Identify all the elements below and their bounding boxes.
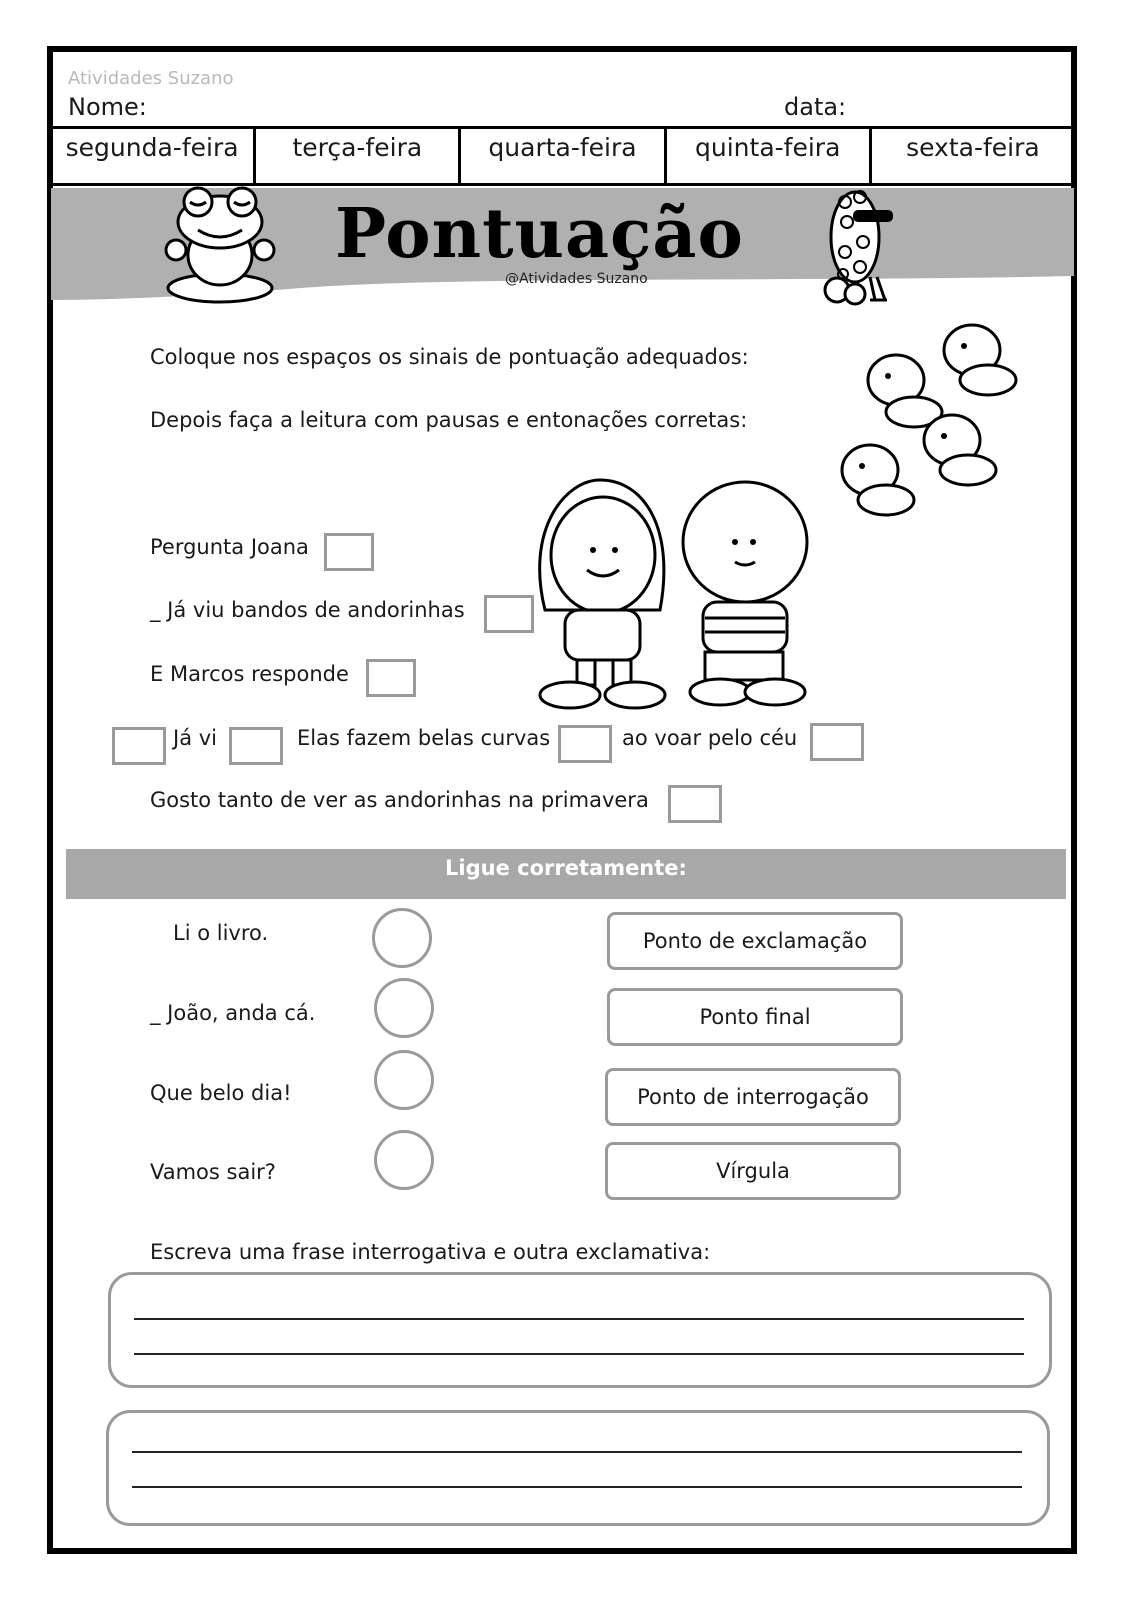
watermark: Atividades Suzano [68, 68, 234, 89]
birds-icon [840, 320, 1050, 540]
weekday-thursday[interactable]: quinta-feira [667, 129, 872, 183]
weekday-monday[interactable]: segunda-feira [51, 129, 256, 183]
page-title: Pontuação [335, 194, 744, 274]
connect-circle-3[interactable] [374, 1050, 434, 1110]
instruction-1: Coloque nos espaços os sinais de pontuação adequados: [150, 345, 749, 369]
answer-box-3[interactable] [366, 659, 416, 697]
ligue-sentence-1: Li o livro. [173, 921, 269, 945]
weekday-friday[interactable]: sexta-feira [906, 133, 1040, 162]
option-comma[interactable]: Vírgula [605, 1142, 901, 1200]
exercise-line-3: E Marcos responde [150, 662, 349, 686]
writing-prompt: Escreva uma frase interrogativa e outra exclamativa: [150, 1240, 711, 1264]
weekday-row [51, 126, 1074, 186]
frog-icon [160, 180, 280, 305]
writing-line-4 [132, 1486, 1022, 1488]
weekday-wednesday[interactable]: quarta-feira [461, 129, 666, 183]
connect-circle-1[interactable] [372, 908, 432, 968]
ligue-sentence-4: Vamos sair? [150, 1160, 276, 1184]
writing-line-1 [134, 1318, 1024, 1320]
exercise-line-4a: Já vi [173, 726, 217, 750]
exercise-line-1: Pergunta Joana [150, 535, 309, 559]
connect-circle-2[interactable] [374, 978, 434, 1038]
ligue-sentence-2: _ João, anda cá. [150, 1001, 316, 1025]
answer-box-8[interactable] [668, 785, 722, 823]
answer-box-6[interactable] [558, 725, 612, 763]
children-icon [525, 470, 835, 715]
option-question[interactable]: Ponto de interrogação [605, 1068, 901, 1126]
writing-line-2 [134, 1353, 1024, 1355]
page-subtitle: @Atividades Suzano [505, 271, 648, 287]
writing-line-3 [132, 1451, 1022, 1453]
instruction-2: Depois faça a leitura com pausas e entonações corretas: [150, 408, 748, 432]
ligue-sentence-3: Que belo dia! [150, 1081, 292, 1105]
exercise-line-4b: Elas fazem belas curvas [297, 726, 551, 750]
date-label: data: [784, 93, 847, 121]
answer-box-5[interactable] [229, 727, 283, 765]
writing-box-1[interactable] [108, 1272, 1052, 1388]
answer-box-2[interactable] [484, 595, 534, 633]
answer-box-7[interactable] [810, 723, 864, 761]
writing-box-2[interactable] [106, 1410, 1050, 1526]
option-period[interactable]: Ponto final [607, 988, 903, 1046]
option-exclamation[interactable]: Ponto de exclamação [607, 912, 903, 970]
monster-icon [815, 182, 910, 307]
answer-box-4[interactable] [112, 727, 166, 765]
weekday-tuesday[interactable]: terça-feira [256, 129, 461, 183]
answer-box-1[interactable] [324, 533, 374, 571]
name-label: Nome: [68, 93, 147, 121]
exercise-line-2: _ Já viu bandos de andorinhas [150, 598, 465, 622]
exercise-line-4c: ao voar pelo céu [622, 726, 798, 750]
connect-circle-4[interactable] [374, 1130, 434, 1190]
ligue-heading: Ligue corretamente: [445, 856, 687, 880]
exercise-line-5: Gosto tanto de ver as andorinhas na primavera [150, 788, 649, 812]
